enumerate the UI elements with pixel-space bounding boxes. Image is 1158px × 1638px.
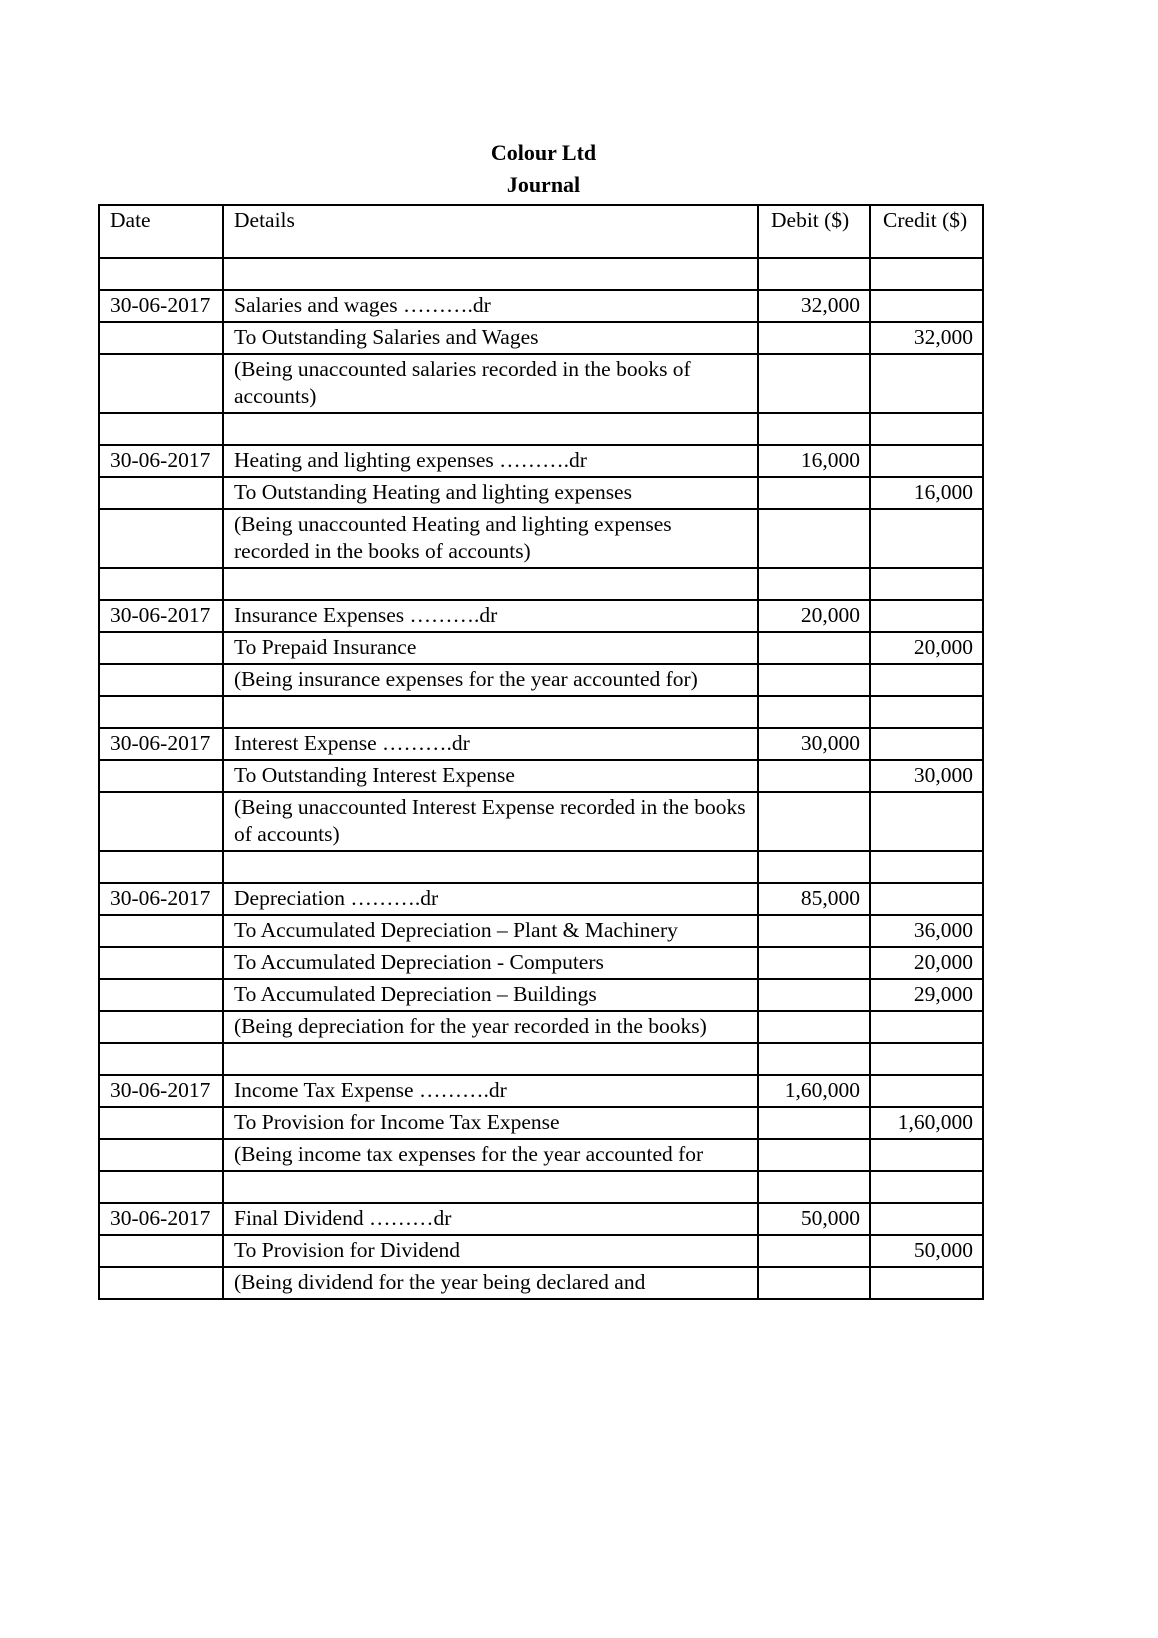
- debit-cell: 85,000: [758, 883, 870, 915]
- credit-cell: 1,60,000: [870, 1107, 983, 1139]
- details-cell: To Accumulated Depreciation - Computers: [223, 947, 758, 979]
- debit-cell: [758, 1043, 870, 1075]
- table-row: [99, 258, 983, 290]
- table-row: [99, 600, 983, 632]
- details-cell: (Being unaccounted salaries recorded in the books of accounts): [223, 354, 758, 413]
- date-cell: 30-06-2017: [99, 600, 223, 632]
- details-cell: [223, 696, 758, 728]
- header-credit: Credit ($): [870, 205, 983, 258]
- details-cell: (Being income tax expenses for the year accounted for: [223, 1139, 758, 1171]
- credit-cell: 30,000: [870, 760, 983, 792]
- credit-cell: [870, 1043, 983, 1075]
- table-row: [99, 760, 983, 792]
- credit-cell: [870, 1139, 983, 1171]
- credit-cell: [870, 258, 983, 290]
- table-row: [99, 728, 983, 760]
- date-cell: [99, 760, 223, 792]
- details-cell: To Provision for Income Tax Expense: [223, 1107, 758, 1139]
- debit-cell: [758, 477, 870, 509]
- debit-cell: [758, 568, 870, 600]
- details-cell: (Being unaccounted Heating and lighting expenses recorded in the books of accounts): [223, 509, 758, 568]
- debit-cell: [758, 851, 870, 883]
- table-row: [99, 915, 983, 947]
- date-cell: [99, 413, 223, 445]
- debit-cell: [758, 1107, 870, 1139]
- debit-cell: [758, 792, 870, 851]
- details-cell: Heating and lighting expenses ……….dr: [223, 445, 758, 477]
- credit-cell: [870, 728, 983, 760]
- debit-cell: [758, 354, 870, 413]
- credit-cell: [870, 1171, 983, 1203]
- debit-cell: [758, 413, 870, 445]
- header-date: Date: [99, 205, 223, 258]
- details-cell: [223, 413, 758, 445]
- debit-cell: 32,000: [758, 290, 870, 322]
- details-cell: (Being dividend for the year being declared and: [223, 1267, 758, 1299]
- table-row: [99, 568, 983, 600]
- debit-cell: [758, 696, 870, 728]
- date-cell: 30-06-2017: [99, 1075, 223, 1107]
- details-cell: To Outstanding Salaries and Wages: [223, 322, 758, 354]
- debit-cell: 30,000: [758, 728, 870, 760]
- table-row: [99, 632, 983, 664]
- debit-cell: [758, 1235, 870, 1267]
- debit-cell: [758, 1267, 870, 1299]
- debit-cell: [758, 664, 870, 696]
- journal-table: [98, 204, 984, 1300]
- credit-cell: [870, 664, 983, 696]
- date-cell: [99, 1267, 223, 1299]
- header-debit: Debit ($): [758, 205, 870, 258]
- table-row: [99, 445, 983, 477]
- credit-cell: 20,000: [870, 632, 983, 664]
- credit-cell: [870, 851, 983, 883]
- date-cell: [99, 979, 223, 1011]
- details-cell: To Outstanding Interest Expense: [223, 760, 758, 792]
- details-cell: (Being unaccounted Interest Expense recorded in the books of accounts): [223, 792, 758, 851]
- date-cell: [99, 1011, 223, 1043]
- details-cell: [223, 1171, 758, 1203]
- date-cell: 30-06-2017: [99, 290, 223, 322]
- debit-cell: [758, 1139, 870, 1171]
- table-row: [99, 1043, 983, 1075]
- details-cell: (Being insurance expenses for the year accounted for): [223, 664, 758, 696]
- table-row: [99, 1171, 983, 1203]
- table-row: [99, 290, 983, 322]
- details-cell: Salaries and wages ……….dr: [223, 290, 758, 322]
- debit-cell: [758, 632, 870, 664]
- table-row: [99, 413, 983, 445]
- date-cell: 30-06-2017: [99, 445, 223, 477]
- credit-cell: 16,000: [870, 477, 983, 509]
- date-cell: [99, 792, 223, 851]
- date-cell: [99, 851, 223, 883]
- credit-cell: [870, 696, 983, 728]
- table-row: [99, 1075, 983, 1107]
- details-cell: (Being depreciation for the year recorded in the books): [223, 1011, 758, 1043]
- table-row: [99, 1107, 983, 1139]
- table-row: [99, 1011, 983, 1043]
- date-cell: [99, 1043, 223, 1075]
- table-row: [99, 354, 983, 413]
- table-row: [99, 509, 983, 568]
- table-row: [99, 1267, 983, 1299]
- credit-cell: [870, 354, 983, 413]
- header-details: Details: [223, 205, 758, 258]
- debit-cell: 50,000: [758, 1203, 870, 1235]
- details-cell: [223, 258, 758, 290]
- details-cell: [223, 1043, 758, 1075]
- date-cell: [99, 1235, 223, 1267]
- table-row: [99, 1139, 983, 1171]
- date-cell: [99, 322, 223, 354]
- credit-cell: 29,000: [870, 979, 983, 1011]
- debit-cell: [758, 915, 870, 947]
- date-cell: [99, 509, 223, 568]
- table-row: [99, 664, 983, 696]
- date-cell: [99, 632, 223, 664]
- table-row: [99, 696, 983, 728]
- table-row: [99, 1203, 983, 1235]
- date-cell: [99, 915, 223, 947]
- debit-cell: 16,000: [758, 445, 870, 477]
- date-cell: [99, 568, 223, 600]
- debit-cell: [758, 509, 870, 568]
- date-cell: [99, 696, 223, 728]
- details-cell: To Provision for Dividend: [223, 1235, 758, 1267]
- table-row: [99, 979, 983, 1011]
- date-cell: 30-06-2017: [99, 728, 223, 760]
- debit-cell: [758, 1171, 870, 1203]
- credit-cell: [870, 600, 983, 632]
- credit-cell: [870, 568, 983, 600]
- credit-cell: 50,000: [870, 1235, 983, 1267]
- debit-cell: [758, 258, 870, 290]
- details-cell: Insurance Expenses ……….dr: [223, 600, 758, 632]
- credit-cell: 36,000: [870, 915, 983, 947]
- table-row: [99, 792, 983, 851]
- journal-body: [99, 258, 983, 1299]
- details-cell: To Prepaid Insurance: [223, 632, 758, 664]
- details-cell: Depreciation ……….dr: [223, 883, 758, 915]
- details-cell: Interest Expense ……….dr: [223, 728, 758, 760]
- table-row: [99, 322, 983, 354]
- date-cell: 30-06-2017: [99, 883, 223, 915]
- debit-cell: 1,60,000: [758, 1075, 870, 1107]
- debit-cell: [758, 322, 870, 354]
- details-cell: To Accumulated Depreciation – Plant & Machinery: [223, 915, 758, 947]
- debit-cell: [758, 979, 870, 1011]
- credit-cell: [870, 1203, 983, 1235]
- credit-cell: [870, 509, 983, 568]
- date-cell: [99, 1139, 223, 1171]
- credit-cell: [870, 792, 983, 851]
- credit-cell: [870, 413, 983, 445]
- credit-cell: [870, 1267, 983, 1299]
- details-cell: To Outstanding Heating and lighting expenses: [223, 477, 758, 509]
- date-cell: [99, 1107, 223, 1139]
- credit-cell: [870, 445, 983, 477]
- details-cell: To Accumulated Depreciation – Buildings: [223, 979, 758, 1011]
- debit-cell: 20,000: [758, 600, 870, 632]
- debit-cell: [758, 760, 870, 792]
- debit-cell: [758, 947, 870, 979]
- credit-cell: 20,000: [870, 947, 983, 979]
- table-row: [99, 883, 983, 915]
- table-header-row: [99, 205, 983, 258]
- table-row: [99, 1235, 983, 1267]
- document-title: Journal: [506, 172, 581, 197]
- date-cell: [99, 477, 223, 509]
- credit-cell: [870, 1011, 983, 1043]
- date-cell: 30-06-2017: [99, 1203, 223, 1235]
- table-row: [99, 947, 983, 979]
- credit-cell: [870, 883, 983, 915]
- date-cell: [99, 354, 223, 413]
- date-cell: [99, 664, 223, 696]
- table-row: [99, 477, 983, 509]
- credit-cell: 32,000: [870, 322, 983, 354]
- company-name: Colour Ltd: [490, 140, 597, 165]
- details-cell: [223, 851, 758, 883]
- details-cell: [223, 568, 758, 600]
- credit-cell: [870, 290, 983, 322]
- details-cell: Income Tax Expense ……….dr: [223, 1075, 758, 1107]
- details-cell: Final Dividend ………dr: [223, 1203, 758, 1235]
- credit-cell: [870, 1075, 983, 1107]
- debit-cell: [758, 1011, 870, 1043]
- date-cell: [99, 947, 223, 979]
- date-cell: [99, 1171, 223, 1203]
- table-row: [99, 851, 983, 883]
- date-cell: [99, 258, 223, 290]
